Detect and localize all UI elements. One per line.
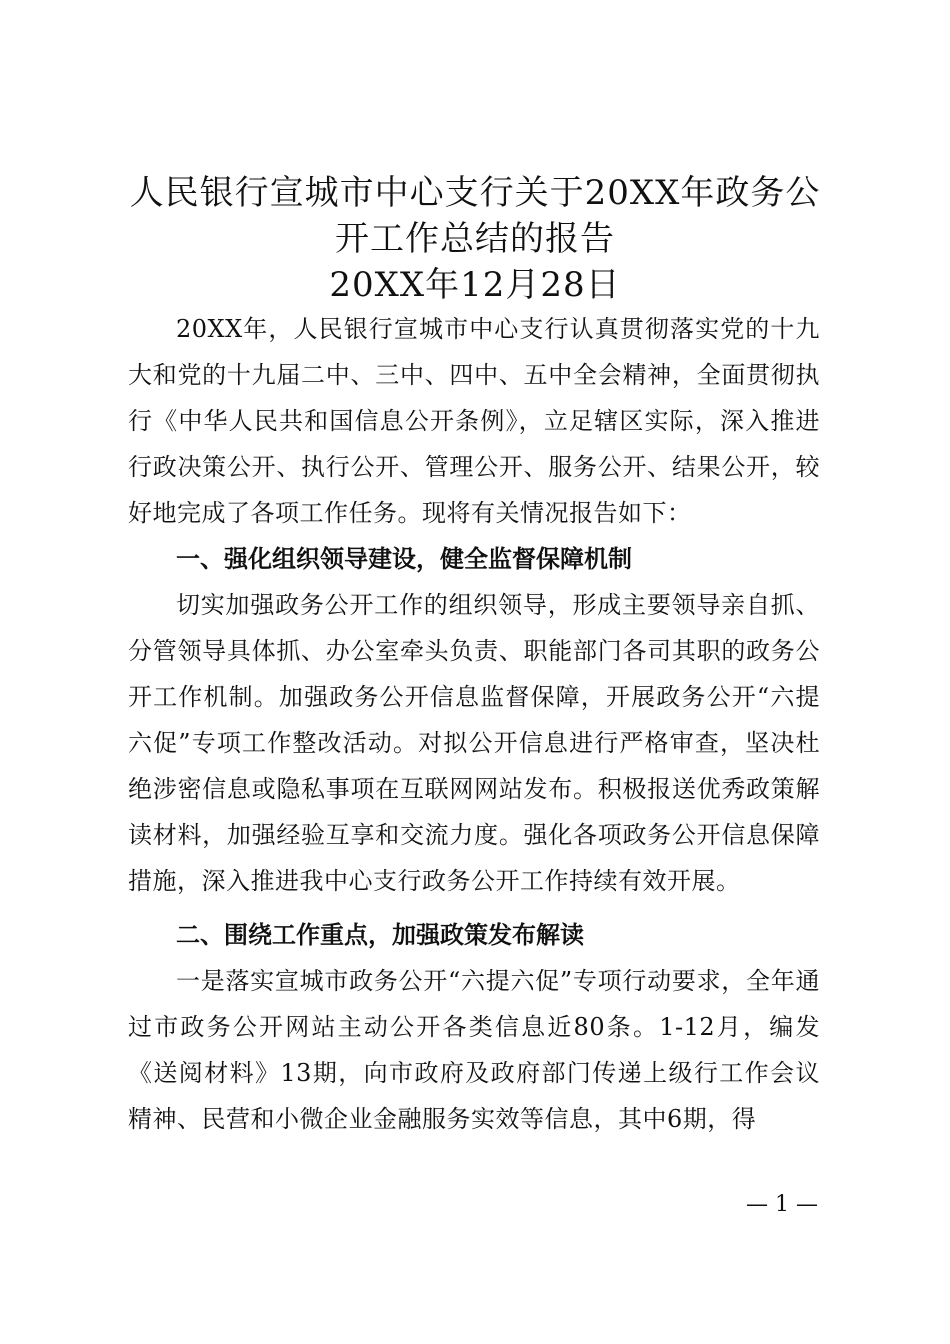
document-body <box>128 306 820 1142</box>
document-date: 20XX年12月28日 <box>329 265 621 305</box>
section1-paragraph: 切实加强政务公开工作的组织领导，形成主要领导亲自抓、分管领导具体抓、办公室牵头负责、职能部门各司其职的政务公开工作机制。加强政务公开信息监督保障，开展政务公开“六提六促”专项工作整改活动。对拟公开信息进行严格审查，坚决杜绝涉密信息或隐私事项在互联网网站发布。积极报送优秀政策解读材料，加强经验互享和交流力度。强化各项政务公开信息保障措施，深入推进我中心支行政务公开工作持续有效开展。 <box>128 591 820 895</box>
section2-heading: 二、围绕工作重点，加强政策发布解读 <box>176 921 584 949</box>
section2-paragraph: 一是落实宣城市政务公开“六提六促”专项行动要求，全年通过市政务公开网站主动公开各类信息近80条。1-12月，编发《送阅材料》13期，向市政府及政府部门传递上级行工作会议精神、民营和小微企业金融服务实效等信息，其中6期，得 <box>128 967 820 1133</box>
intro-paragraph: 20XX年，人民银行宣城市中心支行认真贯彻落实党的十九大和党的十九届二中、三中、四中、五中全会精神，全面贯彻执行《中华人民共和国信息公开条例》，立足辖区实际，深入推进行政决策公开、执行公开、管理公开、服务公开、结果公开，较好地完成了各项工作任务。现将有关情况报告如下： <box>128 315 820 527</box>
document-title-line1: 人民银行宣城市中心支行关于20XX年政务公 <box>129 173 821 213</box>
page-number: — 1 — <box>746 1192 818 1217</box>
section1-heading: 一、强化组织领导建设，健全监督保障机制 <box>176 545 632 573</box>
document-title-line2: 开工作总结的报告 <box>335 219 615 259</box>
